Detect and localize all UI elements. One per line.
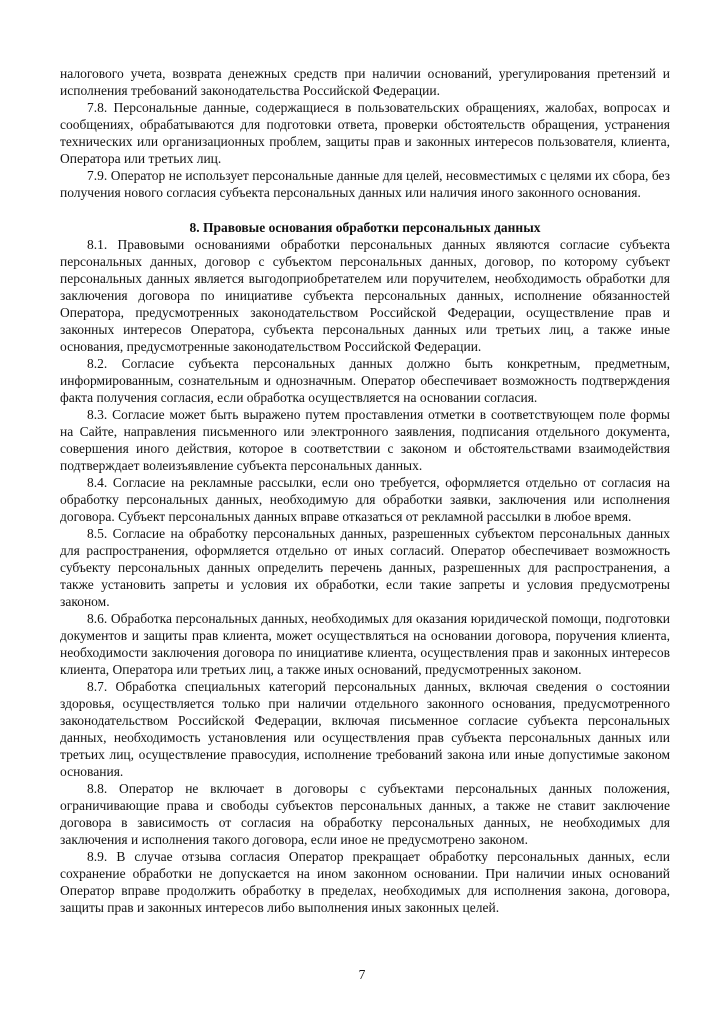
- document-body: [60, 65, 670, 916]
- paragraph-8-8: 8.8. Оператор не включает в договоры с субъектами персональных данных положения, ограничивающие права и свободы субъектов персональных данных, а также не ставит заключение договора в зависимость от согласия на обработку персональных данных, не необходимых для заключения и исполнения такого договора, если иное не предусмотрено законом.: [60, 781, 670, 847]
- paragraph-8-2: 8.2. Согласие субъекта персональных данных должно быть конкретным, предметным, информированным, сознательным и однозначным. Оператор обеспечивает возможность подтверждения факта получения согласия, если обработка осуществляется на основании согласия.: [60, 356, 670, 405]
- paragraph-8-3: 8.3. Согласие может быть выражено путем проставления отметки в соответствующем поле формы на Сайте, направления письменного или электронного заявления, подписания отдельного документа, совершения иного действия, которое в соответствии с законом и обстоятельствами взаимодействия подтверждает волеизъявление субъекта персональных данных.: [60, 407, 670, 473]
- paragraph-8-6: 8.6. Обработка персональных данных, необходимых для оказания юридической помощи, подготовки документов и защиты прав клиента, может осуществляться на основании договора, поручения клиента, необходимости заключения договора по инициативе клиента, осуществления прав и законных интересов клиента, Оператора или третьих лиц, а также иных оснований, предусмотренных законом.: [60, 611, 670, 677]
- paragraph-8-4: 8.4. Согласие на рекламные рассылки, если оно требуется, оформляется отдельно от согласия на обработку персональных данных, необходимую для обработки заявки, заключения или исполнения договора. Субъект персональных данных вправе отказаться от рекламной рассылки в любое время.: [60, 475, 670, 524]
- paragraph-8-5: 8.5. Согласие на обработку персональных данных, разрешенных субъектом персональных данных для распространения, оформляется отдельно от иных согласий. Оператор обеспечивает возможность субъекту персональных данных определить перечень данных, разрешенных для распространения, а также установить запреты и условия их обработки, если такие запреты и условия предусмотрены законом.: [60, 526, 670, 609]
- page-number: 7: [358, 967, 366, 982]
- paragraph-8-9: 8.9. В случае отзыва согласия Оператор прекращает обработку персональных данных, если сохранение обработки не допускается на ином законном основании. При наличии иных оснований Оператор вправе продолжить обработку в пределах, необходимых для исполнения закона, договора, защиты прав и законных интересов либо выполнения иных законных целей.: [60, 849, 670, 915]
- section-8-heading: 8. Правовые основания обработки персональных данных: [189, 220, 541, 235]
- paragraph-8-7: 8.7. Обработка специальных категорий персональных данных, включая сведения о состоянии здоровья, осуществляется только при наличии отдельного законного основания, предусмотренного законодательством Российской Федерации, включая письменное согласие субъекта персональных данных, необходимость установления или осуществления прав субъекта персональных данных или третьих лиц, осуществление правосудия, исполнение требований закона или иные допустимые законом основания.: [60, 679, 670, 779]
- lead-paragraph: налогового учета, возврата денежных средств при наличии оснований, урегулирования претензий и исполнения требований законодательства Российской Федерации.: [60, 66, 670, 98]
- paragraph-8-1: 8.1. Правовыми основаниями обработки персональных данных являются согласие субъекта персональных данных, договор с субъектом персональных данных, договор, по которому субъект персональных данных является выгодоприобретателем или поручителем, необходимость обработки для заключения договора по инициативе субъекта персональных данных, исполнение обязанностей Оператора, предусмотренных законодательством Российской Федерации, осуществление прав и законных интересов Оператора, субъекта персональных данных или третьих лиц, а также иные основания, предусмотренные законодательством Российской Федерации.: [60, 237, 670, 354]
- paragraph-7-9: 7.9. Оператор не использует персональные данные для целей, несовместимых с целями их сбора, без получения нового согласия субъекта персональных данных или наличия иного законного основания.: [60, 168, 670, 200]
- paragraph-7-8: 7.8. Персональные данные, содержащиеся в пользовательских обращениях, жалобах, вопросах и сообщениях, обрабатываются для подготовки ответа, проверки обстоятельств обращения, устранения технических или организационных проблем, защиты прав и законных интересов пользователя, клиента, Оператора или третьих лиц.: [60, 100, 670, 166]
